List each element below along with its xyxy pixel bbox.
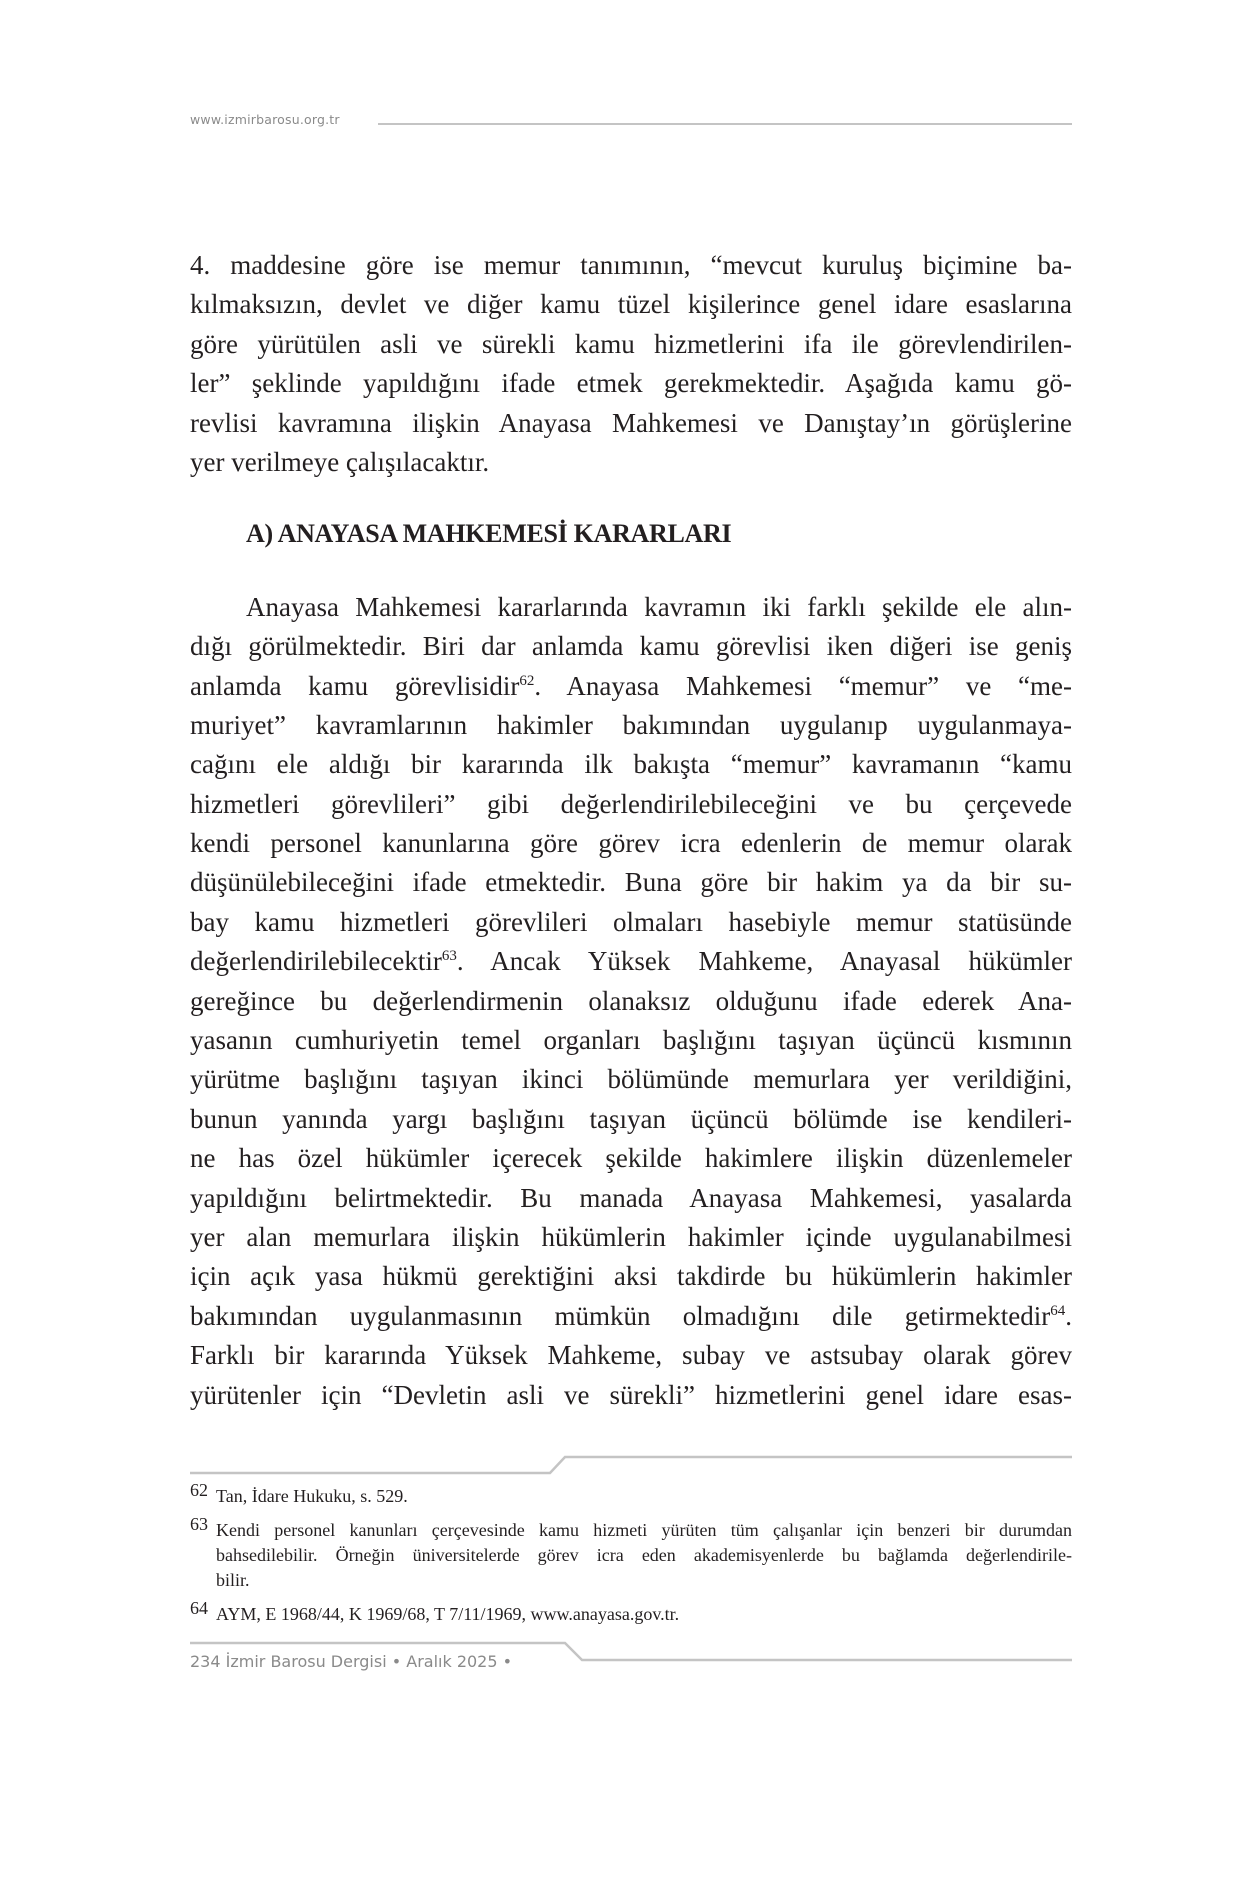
text-line: bay kamu hizmetleri görevlileri olmaları hasebiyle memur statüsünde [190,906,1072,937]
footnote-64 [190,1598,1072,1627]
section-heading: A) ANAYASA MAHKEMESİ KARARLARI [246,519,732,549]
text-line: düşünülebileceğini ifade etmektedir. Buna göre bir hakim ya da bir su- [190,867,1072,898]
header-rule [378,123,1072,125]
text-line: gereğince bu değerlendirmenin olanaksız olduğunu ifade ederek Ana- [190,985,1072,1016]
footnote-text: AYM, E 1968/44, K 1969/68, T 7/11/1969, www.anayasa.gov.tr. [216,1604,680,1624]
text-line: değerlendirilebilecektir$^{63}$. Ancak Yüksek Mahkeme, Anayasal hükümler [190,946,1072,977]
text-line: Anayasa Mahkemesi kararlarında kavramın iki farklı şekilde ele alın- [246,591,1072,622]
text-line: yapıldığını belirtmektedir. Bu manada Anayasa Mahkemesi, yasalarda [190,1182,1072,1213]
text-line: ne has özel hükümler içerecek şekilde hakimlere ilişkin düzenlemeler [190,1143,1072,1174]
text-line: ler” şeklinde yapıldığını ifade etmek gerekmektedir. Aşağıda kamu gö- [190,368,1072,399]
text-line: muriyet” kavramlarının hakimler bakımından uygulanıp uygulanmaya- [190,709,1072,740]
text-line: yer verilmeye çalışılacaktır. [190,446,490,477]
main-body [190,246,1072,1415]
footnote-62 [190,1480,1072,1509]
footnote-63 [190,1514,1072,1593]
website-url: www.izmirbarosu.org.tr [190,112,340,127]
page-footer [190,1640,1072,1680]
text-line: dığı görülmektedir. Biri dar anlamda kamu görevlisi iken diğeri ise geniş [190,631,1072,662]
footnote-ref-63[interactable]: 63 [441,948,457,965]
text-line: 4. maddesine göre ise memur tanımının, “mevcut kuruluş biçimine ba- [190,250,1072,280]
footnote-text: Tan, İdare Hukuku, s. 529. [216,1486,408,1506]
text-line: göre yürütülen asli ve sürekli kamu hizmetlerini ifa ile görevlendirilen- [190,328,1072,359]
footnotes [190,1480,1072,1636]
footnote-ref-62[interactable]: 62 [519,672,535,689]
paragraph-court-decisions [190,588,1072,1415]
footnote-number: 64 [190,1598,208,1618]
text-line: kendi personel kanunlarına göre görev icra edenlerin de memur olarak [190,828,1072,859]
paragraph-intro [190,246,1072,482]
text-line: yer alan memurlara ilişkin hükümlerin hakimler içinde uygulanabilmesi [190,1221,1072,1252]
text-line: anlamda kamu görevlisidir$^{62}$. Anayasa Mahkemesi “memur” ve “me- [190,670,1073,701]
text-line: revlisi kavramına ilişkin Anayasa Mahkemesi ve Danıştay’ın görüşlerine [190,407,1072,438]
footnote-text: bahsedilebilir. Örneğin üniversitelerde görev icra eden akademisyenlerde bu bağlamda değerlendirile- [216,1545,1072,1565]
text-line: bunun yanında yargı başlığını taşıyan üçüncü bölümde ise kendileri- [190,1103,1072,1134]
text-line: yasanın cumhuriyetin temel organları başlığını taşıyan üçüncü kısmının [190,1025,1072,1056]
footer-page-info: 234 İzmir Barosu Dergisi • Aralık 2025 • [190,1652,513,1671]
page-header [190,112,1072,132]
text-line: Farklı bir kararında Yüksek Mahkeme, subay ve astsubay olarak görev [190,1340,1072,1371]
footnote-number: 63 [190,1514,208,1534]
text-line: yürütenler için “Devletin asli ve sürekli” hizmetlerini genel idare esas- [190,1379,1072,1410]
text-line: bakımından uygulanmasının mümkün olmadığını dile getirmektedir$^{64}$. [190,1300,1072,1331]
text-line: cağını ele aldığı bir kararında ilk bakışta “memur” kavramanın “kamu [190,749,1072,780]
footnote-text: Kendi personel kanunları çerçevesinde kamu hizmeti yürüten tüm çalışanlar için benzeri bir durumdan [216,1520,1072,1540]
footnote-number: 62 [190,1480,208,1500]
footnote-text: bilir. [216,1570,250,1590]
text-line: yürütme başlığını taşıyan ikinci bölümünde memurlara yer verildiğini, [190,1064,1072,1095]
text-line: hizmetleri görevlileri” gibi değerlendirilebileceğini ve bu çerçevede [190,788,1072,819]
footnote-ref-64[interactable]: 64 [1050,1302,1066,1319]
footnote-separator [190,1453,1072,1477]
text-line: kılmaksızın, devlet ve diğer kamu tüzel kişilerince genel idare esaslarına [190,289,1072,320]
text-line: için açık yasa hükmü gerektiğini aksi takdirde bu hükümlerin hakimler [190,1261,1072,1292]
